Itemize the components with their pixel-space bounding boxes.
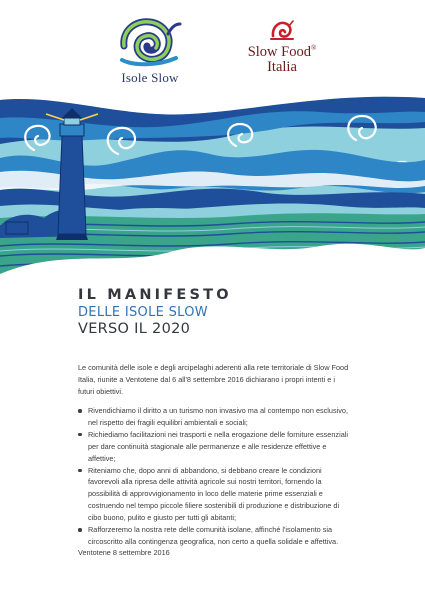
title-line-1: IL MANIFESTO (78, 287, 232, 303)
bullet-icon (78, 409, 82, 413)
point-text: Rivendichiamo il diritto a un turismo non invasivo ma al contempo non esclusivo, nel rispetto dei fragili equilibri ambientali e sociali; (88, 406, 348, 427)
title-line-2: DELLE ISOLE SLOW (78, 305, 208, 320)
slow-food-logo-country: Italia (267, 59, 297, 75)
isole-slow-logo (108, 16, 192, 86)
manifesto-points-list (78, 405, 354, 548)
point-text: Riteniamo che, dopo anni di abbandono, si debbano creare le condizioni favorevoli alla ripresa delle attività agricole sui nostri territori, fornendo la possibilità di approvvigionamento in loco delle materie prime essenziali e costruendo nel tempo piccole filiere sostenibili di produzione e distribuzione di cibo buono, pulito e giusto per tutti gli abitanti; (88, 465, 340, 523)
bullet-icon (78, 528, 82, 532)
title-line-3: VERSO IL 2020 (78, 321, 191, 337)
list-item (78, 405, 354, 429)
intro-paragraph: Le comunità delle isole e degli arcipelaghi aderenti alla rete territoriale di Slow Food Italia, riunite a Ventotene dal 6 all'8 settembre 2016 dichiarano i propri intenti e i futuri obiettivi. (78, 363, 349, 396)
snail-spiral-icon (118, 16, 182, 68)
point-text: Richiediamo facilitazioni nei trasporti e nella erogazione delle forniture essenziali per dare continuità stagionale alle permanenze e alle residenze effettive e affettive; (88, 429, 348, 463)
list-item (78, 465, 354, 525)
slow-food-logo-word: Slow Food (247, 44, 311, 60)
slow-food-logo (232, 18, 332, 76)
list-item (78, 429, 354, 465)
lighthouse-waves-illustration (0, 88, 425, 288)
registered-mark: ® (310, 44, 317, 53)
list-item (78, 524, 354, 548)
snail-icon (269, 18, 295, 42)
isole-slow-logo-text: Isole Slow (121, 70, 179, 85)
bullet-icon (78, 433, 82, 437)
bullet-icon (78, 469, 82, 473)
signoff-date: Ventotene 8 settembre 2016 (78, 548, 170, 557)
manifesto-title (78, 287, 232, 338)
point-text: Rafforzeremo la nostra rete delle comunità isolane, affinché l'isolamento sia circoscritto alla contingenza geografica, non certo a quella solidale e affettiva. (88, 525, 339, 546)
